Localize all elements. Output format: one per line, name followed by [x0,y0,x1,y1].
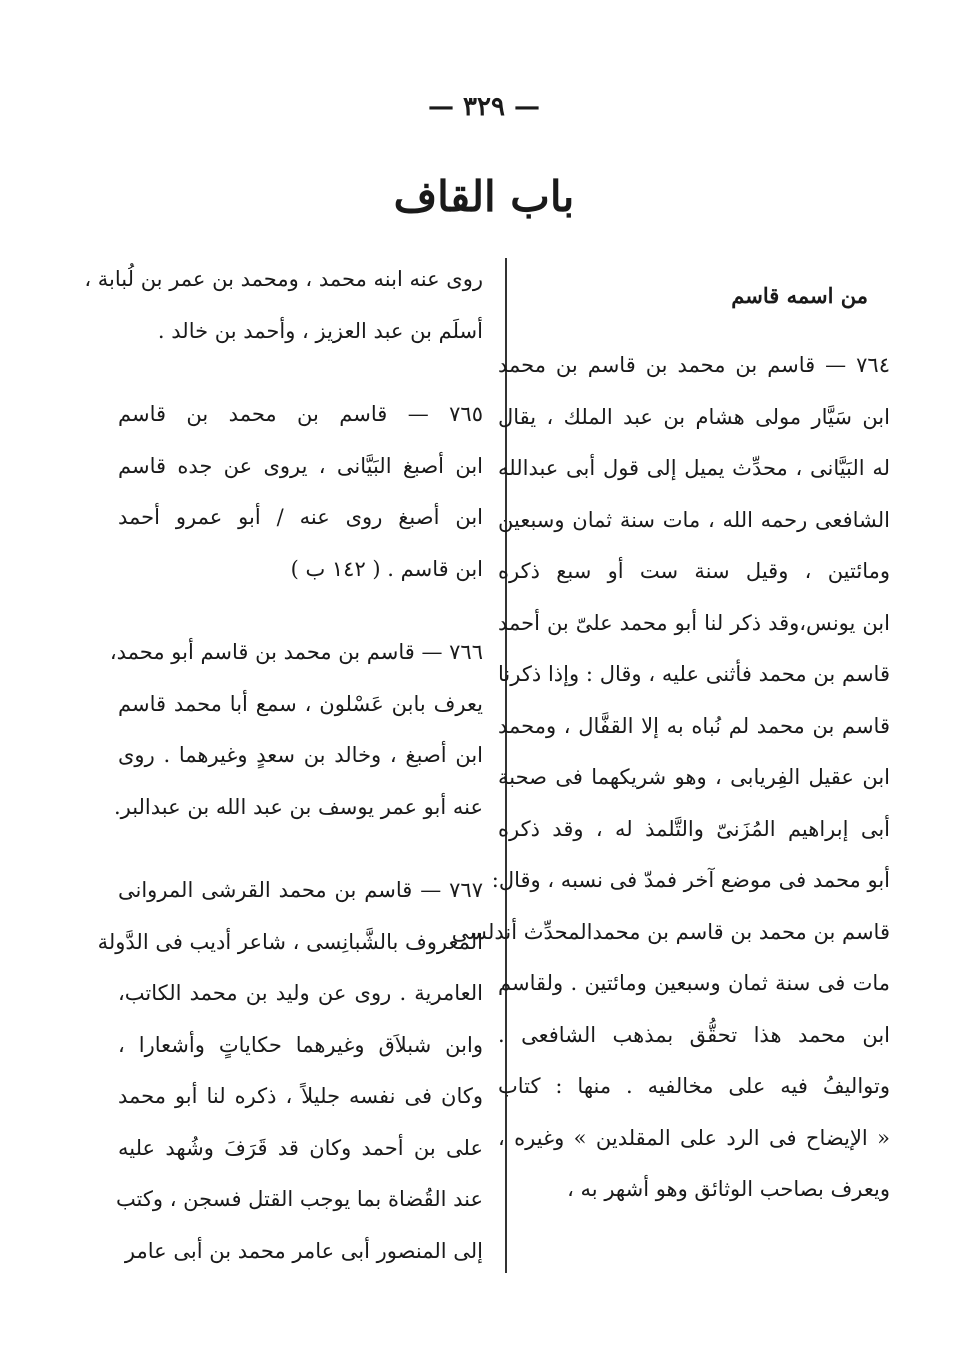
right-column-line: وتواليفُ فيه على مخالفيه . منها : كتاب [498,1074,890,1098]
left-column-line: ابن أصبغ ، وخالد بن سعدٍ وغيرهما . روى [118,743,483,767]
left-column-line: ٧٦٥ — قاسم بن محمد بن قاسم [118,402,483,426]
right-column-line: قاسم بن محمد بن قاسم بن محمدالمحدِّث أندلسى [451,919,890,944]
left-column-paragraph [109,627,483,833]
left-column-line: يعرف بابن عَسْلون ، سمع أبا محمد قاسم [118,691,483,716]
right-column-line: ابن يونس،وقد ذكر لنا أبو محمد علىّ بن أحمد [498,610,890,635]
right-column [451,340,890,1216]
right-column-line: قاسم بن محمد فأثنى عليه ، وقال : وإذا ذكرنا [498,662,890,686]
right-column-line: ٧٦٤ — قاسم بن محمد بن قاسم بن محمد [498,353,890,377]
right-column-line: « الإيضاح فى الرد على المقلدين » وغيره ، [498,1125,890,1150]
left-column-line: ابن أصبغ روى عنه / أبو عمرو أحمد [118,505,483,529]
left-column [84,254,483,1277]
right-column-line: ابن عقيل الفِريابى ، وهو شريكهما فى صحبة [498,765,890,789]
right-column-line: ويعرف بصاحب الوثائق وهو أشهر به ، [567,1177,890,1201]
right-column-line: مات فى سنة ثمان وسبعين ومائتين . ولقاسم [498,971,890,995]
right-column-line: قاسم بن محمد لم نُباه به إلا القفَّال ، ومحمد [498,713,890,738]
left-column-line: وابن شبلاَق وغيرهما حكاياتٍ وأشعارا ، [118,1032,483,1057]
left-column-line: عند القُضاة بما يوجب القتل فسجن ، وكتب [115,1187,483,1211]
right-column-line: الشافعى رحمه الله ، مات سنة ثمان وسبعين [498,507,890,532]
left-column-line: إلى المنصور أبى عامر محمد بن أبى عامر [124,1238,483,1263]
left-column-line: ٧٦٦ — قاسم بن محمد بن قاسم أبو محمد، [109,640,483,664]
left-column-line: أسلَم بن عبد العزيز ، وأحمد بن خالد . [157,318,483,343]
left-column-line: وكان فى نفسه جليلاً ، ذكره لنا أبو محمد [118,1084,483,1108]
left-column-paragraph [97,865,483,1277]
left-column-line: عنه أبو عمر يوسف بن عبد الله بن عبدالبر. [113,794,483,819]
left-column-paragraph [118,389,483,595]
right-column-line: أبى إبراهيم المُزَنىّ والتَّلمذ له ، وقد ذكره [498,816,890,841]
left-column-line: ابن قاسم . ( ١٤٢ ب ) [290,556,483,581]
left-column-line: روى عنه ابنه محمد ، ومحمد بن عمر بن لُبابة ، [84,267,483,291]
right-column-line: له البَيَّانى ، محدِّث يميل إلى قول أبى عبدالله [498,456,890,480]
page-number: — ٣٢٩ — [427,92,541,122]
chapter-title: باب القاف [393,172,575,221]
left-column-line: المعروف بالشَّبانِسى ، شاعر أديب فى الدَّولة [97,929,483,954]
right-column-line: ومائتين ، وقيل سنة ست أو سبع ذكره [498,559,890,583]
left-column-line: العامرية . روى عن وليد بن محمد الكاتب، [118,981,483,1005]
left-column-line: ٧٦٧ — قاسم بن محمد القرشى المروانى [118,878,483,902]
right-column-line: أبو محمد فى موضع آخر فمدّ فى نسبه ، وقال: [491,868,890,892]
right-column-line: ابن سَيَّار مولى هشام بن عبد الملك ، يقال [498,404,890,429]
right-column-subheading: من اسمه قاسم [731,283,868,308]
left-column-line: ابن أصبغ البَيَّانى ، يروى عن جده قاسم [118,453,483,478]
right-column-line: ابن محمد هذا تحقُّق بمذهب الشافعى . [498,1022,890,1047]
left-column-paragraph [84,254,483,357]
left-column-line: على بن أحمد وكان قد قَرَفَ وشُهد عليه [118,1135,483,1160]
